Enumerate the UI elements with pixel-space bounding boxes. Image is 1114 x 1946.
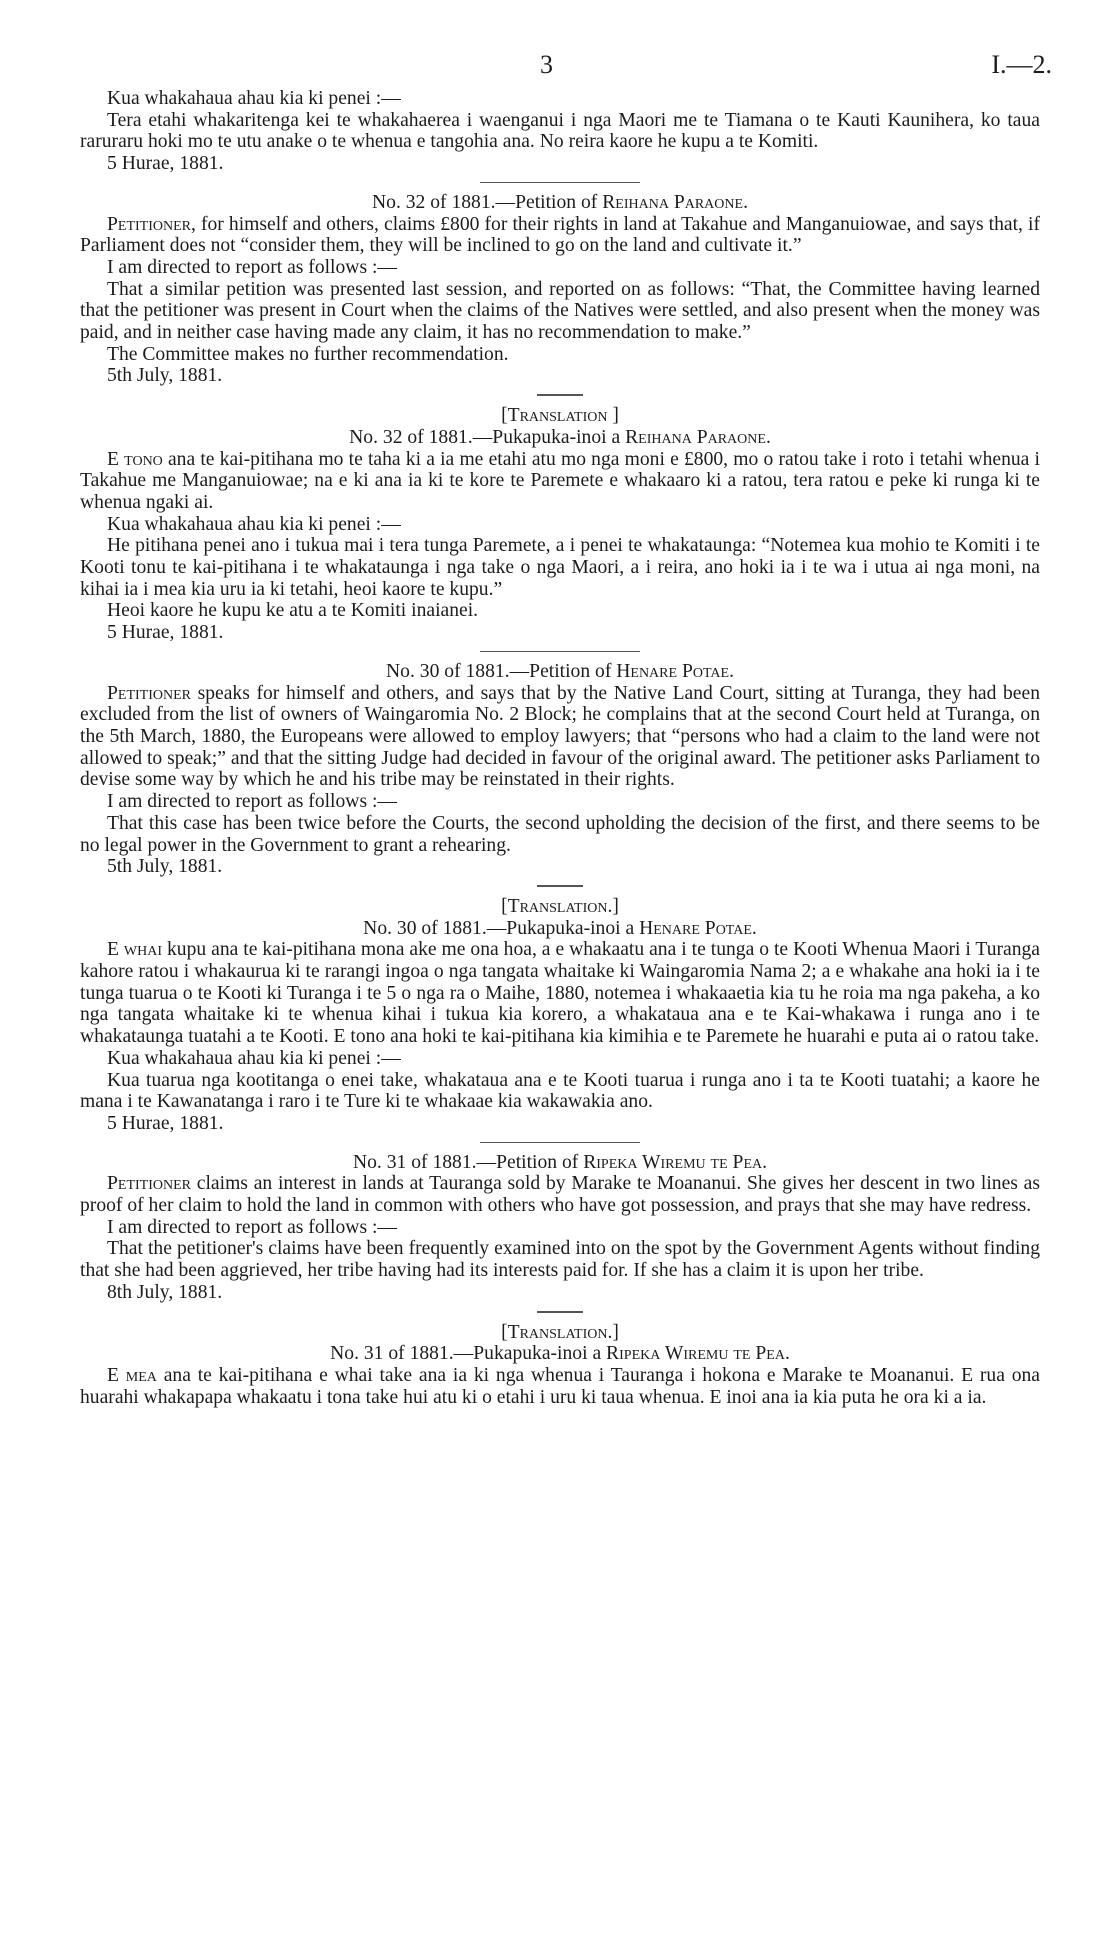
petition-heading: No. 32 of 1881.—Petition of Reihana Paraone. [372, 191, 748, 213]
paragraph: That this case has been twice before the Courts, the second upholding the decision of the first, and there seems to be no legal power in the Government to grant a rehearing. [80, 812, 1040, 856]
document-page [80, 50, 1052, 1408]
section-divider [480, 1142, 640, 1143]
document-reference: I.—2. [991, 50, 1052, 79]
translation-label: [Translation ] [501, 405, 619, 427]
petition-heading: No. 31 of 1881.—Petition of Ripeka Wiremu te Pea. [352, 1151, 768, 1173]
date-line: 8th July, 1881. [107, 1281, 223, 1303]
paragraph: Kua whakahaua ahau kia ki penei :— [107, 513, 401, 535]
section-divider [537, 1311, 583, 1313]
section-divider [537, 885, 583, 887]
section-divider [480, 182, 640, 183]
date-line: 5 Hurae, 1881. [107, 622, 224, 644]
paragraph: That the petitioner's claims have been frequently examined into on the spot by the Government Agents without finding that she had been aggrieved, her tribe having had its interests paid for. If she has a claim it is upon her tribe. [80, 1238, 1040, 1282]
translation-label: [Translation.] [501, 895, 619, 917]
petition-heading: No. 30 of 1881.—Petition of Henare Potae. [386, 660, 734, 682]
paragraph: E tono ana te kai-pitihana mo te taha ki a ia me etahi atu mo nga moni e £800, mo o ratou take i roto i tetahi whenua i Takahue me Manganuiowae; na e ki ana ia ki te kore te Paremete e whakaaro ki a ratou, tera ratou e peke ki runga ki te whenua ngaki ai. [80, 448, 1040, 513]
section-petition-32 [80, 192, 1040, 387]
paragraph: Kua whakahaua ahau kia ki penei :— [107, 1047, 401, 1069]
paragraph: E mea ana te kai-pitihana e whai take ana ia ki nga whenua i Tauranga i hokona e Marake te Moananui. E rua ona huarahi whakapapa whakaatu i tona take hui atu ki o etahi i uru ki taua whenua. E inoi ana ia kia puta he ora ki a ia. [80, 1364, 1041, 1408]
date-line: 5th July, 1881. [107, 365, 223, 387]
paragraph: That a similar petition was presented last session, and reported on as follows: “That, the Committee having learned that the petitioner was present in Court when the claims of the Natives were settled, and also present when the money was paid, and in neither case having made any claim, it has no recommendation to make.” [80, 278, 1040, 344]
date-line: 5th July, 1881. [107, 856, 223, 878]
paragraph: I am directed to report as follows :— [107, 1216, 398, 1238]
section-continuation [80, 88, 1040, 175]
section-translation-32 [80, 405, 1040, 644]
section-petition-31 [80, 1152, 1040, 1304]
translation-label: [Translation.] [501, 1321, 619, 1343]
paragraph: I am directed to report as follows :— [107, 256, 398, 278]
paragraph: E whai kupu ana te kai-pitihana mona ake me ona hoa, a e whakaatu ana i te tunga o te Kooti Whenua Maori i Turanga kahore ratou i whakaurua ki te rarangi ingoa o nga tangata whaitake ki Waingaromia Nama 2; a e whakahe ana hoki ia i te tunga tuarua o te Kooti ki Turanga i te 5 o nga ra o Maihe, 1880, notemea i whakaaetia kia tu he roia ma nga pakeha, a ko nga tangata whaitake ki te whenua kihai i tukua kia korero, a whakataua ana e te Kai-whakawa i runga ano i te whakataunga tuatahi a te Kooti. E tono ana hoki te kai-pitihana kia kimihia e te Paremete he huarahi e puta ai o ratou take. [80, 939, 1040, 1048]
paragraph: Kua tuarua nga kootitanga o enei take, whakataua ana e te Kooti tuarua i runga ano i ta te Kooti tuatahi; a kaore he mana i te Kawanatanga i raro i te Ture ki te whakaae kia wakawakia ano. [80, 1069, 1040, 1113]
section-divider [480, 651, 640, 652]
paragraph: He pitihana penei ano i tukua mai i tera tunga Paremete, a i penei te whakataunga: “Notemea kua mohio te Komiti i te Kooti tonu te kai-pitihana i te whakataunga i nga take o nga Maori, a i reira, ano hoki ia i te wa i utua ai nga moni, na kihai ia i mea kia uru ia ki tetahi, heoi kaore te kupu.” [80, 535, 1040, 600]
paragraph: Petitioner, for himself and others, claims £800 for their rights in land at Takahue and Manganuiowae, and says that, if Parliament does not “consider them, they will be inclined to go on the land and cultivate it.” [80, 213, 1040, 257]
petition-heading: No. 31 of 1881.—Pukapuka-inoi a Ripeka Wiremu te Pea. [330, 1343, 790, 1365]
date-line: 5 Hurae, 1881. [107, 153, 224, 175]
date-line: 5 Hurae, 1881. [107, 1112, 224, 1134]
petition-heading: No. 30 of 1881.—Pukapuka-inoi a Henare Potae. [363, 917, 757, 939]
page-number: 3 [540, 50, 553, 79]
section-divider [537, 394, 583, 396]
paragraph: Petitioner speaks for himself and others, and says that by the Native Land Court, sitting at Turanga, they had been excluded from the list of owners of Waingaromia No. 2 Block; he complains that at the second Court held at Turanga, on the 5th March, 1880, the Europeans were allowed to employ lawyers; that “persons who had a claim to the land were not allowed to speak;” and that the sitting Judge had decided in favour of the original award. The petitioner asks Parliament to devise some way by which he and his tribe may be reinstated in their rights. [80, 682, 1040, 791]
petition-heading: No. 32 of 1881.—Pukapuka-inoi a Reihana Paraone. [349, 426, 771, 448]
paragraph: I am directed to report as follows :— [107, 791, 398, 813]
paragraph: Kua whakahaua ahau kia ki penei :— [107, 88, 401, 109]
paragraph: Tera etahi whakaritenga kei te whakahaerea i waenganui i nga Maori me te Tiamana o te Kauti Kaunihera, ko taua raruraru hoki mo te utu anake o te whenua e tangohia ana. No reira kaore he kupu a te Komiti. [80, 109, 1040, 153]
page-header [80, 50, 1052, 88]
section-translation-30 [80, 896, 1040, 1135]
section-petition-30 [80, 661, 1040, 878]
paragraph: Petitioner claims an interest in lands at Tauranga sold by Marake te Moananui. She gives her descent in two lines as proof of her claim to hold the land in common with others who have got possession, and prays that she may have redress. [80, 1173, 1040, 1217]
paragraph: The Committee makes no further recommendation. [107, 343, 509, 365]
section-translation-31 [80, 1322, 1040, 1409]
paragraph: Heoi kaore he kupu ke atu a te Komiti inaianei. [107, 600, 479, 622]
